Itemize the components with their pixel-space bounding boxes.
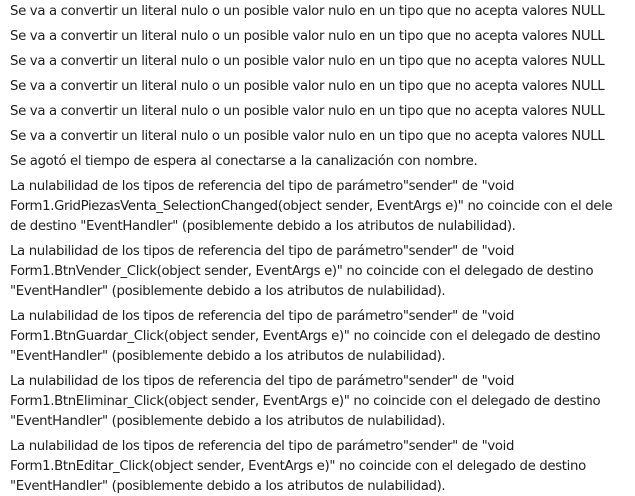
error-list-item[interactable] <box>10 177 635 237</box>
message-line: Se va a convertir un literal nulo o un posible valor nulo en un tipo que no acepta valores NULL <box>10 104 605 119</box>
message-line: Se agotó el tiempo de espera al conectarse a la canalización con nombre. <box>10 154 478 169</box>
message-line: Form1.BtnVender_Click(object sender, EventArgs e)" no coincide con el delegado de destino <box>10 264 594 279</box>
message-line: Se va a convertir un literal nulo o un posible valor nulo en un tipo que no acepta valores NULL <box>10 79 605 94</box>
error-list-item[interactable] <box>10 27 635 47</box>
error-list-item[interactable] <box>10 102 635 122</box>
error-list-item[interactable] <box>10 77 635 97</box>
message-line: Se va a convertir un literal nulo o un posible valor nulo en un tipo que no acepta valores NULL <box>10 129 605 144</box>
error-list-item[interactable] <box>10 437 635 496</box>
message-line: Se va a convertir un literal nulo o un posible valor nulo en un tipo que no acepta valores NULL <box>10 29 605 44</box>
message-line: Se va a convertir un literal nulo o un posible valor nulo en un tipo que no acepta valores NULL <box>10 54 605 69</box>
message-line: La nulabilidad de los tipos de referencia del tipo de parámetro"sender" de "void <box>10 374 515 389</box>
message-line: La nulabilidad de los tipos de referencia del tipo de parámetro"sender" de "void <box>10 309 515 324</box>
message-line: Form1.BtnGuardar_Click(object sender, EventArgs e)" no coincide con el delegado de destino <box>10 329 601 344</box>
message-line: La nulabilidad de los tipos de referencia del tipo de parámetro"sender" de "void <box>10 439 515 454</box>
error-list-item[interactable] <box>10 127 635 147</box>
message-line: de destino "EventHandler" (posiblemente debido a los atributos de nulabilidad). <box>10 219 516 234</box>
message-line: Se va a convertir un literal nulo o un posible valor nulo en un tipo que no acepta valores NULL <box>10 4 605 19</box>
message-line: Form1.BtnEditar_Click(object sender, EventArgs e)" no coincide con el delegado de destino <box>10 459 586 474</box>
error-list-item[interactable] <box>10 152 635 172</box>
message-line: Form1.GridPiezasVenta_SelectionChanged(object sender, EventArgs e)" no coincide con el dele <box>10 199 613 214</box>
error-list-item[interactable] <box>10 52 635 72</box>
error-list-item[interactable] <box>10 372 635 432</box>
error-list-item[interactable] <box>10 2 635 22</box>
error-list-item[interactable] <box>10 307 635 367</box>
message-line: La nulabilidad de los tipos de referencia del tipo de parámetro"sender" de "void <box>10 244 515 259</box>
error-list-item[interactable] <box>10 242 635 302</box>
message-line: "EventHandler" (posiblemente debido a los atributos de nulabilidad). <box>10 349 446 364</box>
message-line: "EventHandler" (posiblemente debido a los atributos de nulabilidad). <box>10 414 446 429</box>
message-line: La nulabilidad de los tipos de referencia del tipo de parámetro"sender" de "void <box>10 179 515 194</box>
message-line: Form1.BtnEliminar_Click(object sender, EventArgs e)" no coincide con el delegado de destino <box>10 394 601 409</box>
message-line: "EventHandler" (posiblemente debido a los atributos de nulabilidad). <box>10 479 446 494</box>
message-line: "EventHandler" (posiblemente debido a los atributos de nulabilidad). <box>10 284 446 299</box>
